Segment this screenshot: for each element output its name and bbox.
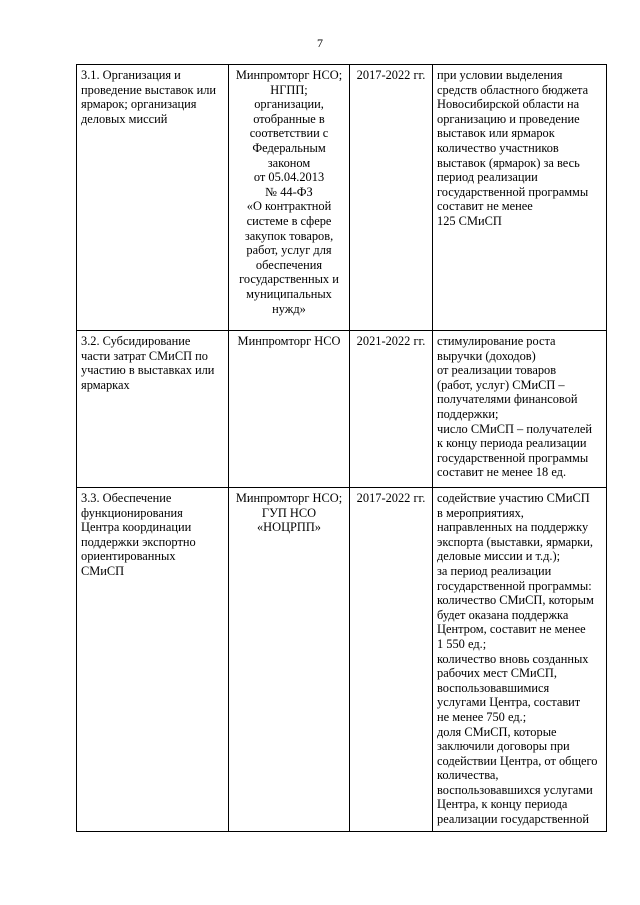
task-cell-line: ярмарок; организация: [81, 97, 197, 112]
executors-cell-line: соответствии с: [249, 126, 329, 141]
result-cell-line: выручки (доходов): [437, 348, 536, 363]
result-cell: [433, 65, 607, 331]
result-cell-line: воспользовавшихся услугами: [437, 782, 593, 797]
result-cell-line: услугами Центра, составит: [437, 695, 581, 710]
executors-cell-line: Минпромторг НСО: [237, 334, 341, 348]
task-cell-line: 3.2. Субсидирование: [81, 334, 191, 348]
term-cell: 2017-2022 гг.: [350, 488, 433, 832]
executors-cell-line: организации,: [254, 97, 324, 112]
term-cell: 2017-2022 гг.: [350, 65, 433, 331]
result-cell-line: государственной программы: [437, 184, 589, 199]
result-cell-line: количества,: [437, 768, 499, 783]
result-cell-line: период реализации: [437, 170, 538, 185]
task-cell: [77, 65, 229, 331]
task-cell-line: функционирования: [81, 505, 183, 520]
result-cell-line: будет оказана поддержка: [437, 607, 569, 622]
task-cell-line: ярмарках: [81, 377, 130, 392]
result-cell-line: за период реализации: [437, 563, 552, 578]
task-cell-line: СМиСП: [81, 563, 125, 578]
executors-cell-line: системе в сфере: [246, 213, 332, 228]
task-cell: [77, 488, 229, 832]
result-cell-line: 1 550 ед.;: [437, 636, 487, 651]
result-cell-line: заключили договоры при: [437, 739, 570, 754]
executors-cell-line: работ, услуг для: [246, 243, 332, 258]
result-cell-line: Центром, составит не менее: [437, 622, 586, 637]
result-cell-line: составит не менее 18 ед.: [437, 465, 567, 480]
task-cell-line: Центра координации: [81, 520, 192, 535]
executors-cell-line: от 05.04.2013: [253, 170, 325, 185]
result-cell-line: экспорта (выставки, ярмарки,: [437, 534, 594, 549]
executors-cell-line: нужд»: [272, 301, 306, 316]
task-cell-line: участию в выставках или: [81, 363, 215, 378]
executors-cell-line: НГПП;: [270, 82, 308, 97]
table-row: [77, 65, 607, 331]
result-cell-line: к концу периода реализации: [437, 436, 587, 451]
result-cell-line: поддержки;: [437, 406, 499, 421]
result-cell-line: деловые миссии и т.д.);: [437, 549, 561, 564]
result-cell-line: содействие участию СМиСП: [437, 491, 590, 505]
task-cell-line: 3.3. Обеспечение: [81, 491, 172, 505]
result-cell-line: количество участников: [437, 140, 559, 155]
executors-cell-line: законом: [267, 155, 311, 170]
result-cell-line: реализации государственной: [437, 812, 589, 827]
executors-cell-line: ГУП НСО: [261, 505, 317, 520]
executors-cell-line: Федеральным: [252, 140, 326, 155]
result-cell-line: содействии Центра, от общего: [437, 753, 598, 768]
executors-cell-line: № 44-ФЗ: [265, 184, 313, 199]
executors-cell-line: «О контрактной: [246, 199, 332, 214]
table-row: [77, 331, 607, 488]
executors-cell: [229, 488, 350, 832]
task-cell-line: поддержки экспортно: [81, 534, 196, 549]
executors-cell-line: Минпромторг НСО;: [235, 68, 343, 82]
executors-cell: [229, 331, 350, 488]
result-cell-line: от реализации товаров: [437, 363, 557, 378]
result-cell-line: в мероприятиях,: [437, 505, 524, 520]
table-row: [77, 488, 607, 832]
program-measures-table: [76, 64, 607, 832]
task-cell-line: деловых миссий: [81, 111, 168, 126]
result-cell-line: выставок или ярмарок: [437, 126, 555, 141]
result-cell-line: средств областного бюджета: [437, 82, 589, 97]
result-cell-line: количество вновь созданных: [437, 651, 589, 666]
task-cell-line: проведение выставок или: [81, 82, 217, 97]
result-cell-line: Новосибирской области на: [437, 97, 580, 112]
result-cell-line: выставок (ярмарок) за весь: [437, 155, 580, 170]
result-cell: [433, 331, 607, 488]
executors-cell-line: закупок товаров,: [244, 228, 334, 243]
executors-cell-line: государственных и: [239, 272, 339, 287]
result-cell-line: получателями финансовой: [437, 392, 578, 407]
executors-cell: [229, 65, 350, 331]
result-cell: [433, 488, 607, 832]
task-cell-line: ориентированных: [81, 549, 176, 564]
task-cell-line: части затрат СМиСП по: [81, 348, 208, 363]
executors-cell-line: обеспечения: [255, 257, 323, 272]
executors-cell-line: Минпромторг НСО;: [235, 491, 343, 505]
result-cell-line: количество СМиСП, которым: [437, 593, 594, 608]
result-cell-line: воспользовавшимися: [437, 680, 550, 695]
result-cell-line: государственной программы: [437, 450, 589, 465]
result-cell-line: направленных на поддержку: [437, 520, 589, 535]
page-number: 7: [317, 36, 323, 50]
result-cell-line: стимулирование роста: [437, 334, 556, 348]
result-cell-line: при условии выделения: [437, 68, 563, 82]
table-body: [77, 65, 607, 832]
task-cell: [77, 331, 229, 488]
task-cell-line: 3.1. Организация и: [81, 68, 181, 82]
result-cell-line: число СМиСП – получателей: [437, 421, 593, 436]
term-cell: 2021-2022 гг.: [350, 331, 433, 488]
result-cell-line: Центра, к концу периода: [437, 797, 568, 812]
result-cell-line: государственной программы:: [437, 578, 592, 593]
executors-cell-line: муниципальных: [246, 286, 332, 301]
result-cell-line: (работ, услуг) СМиСП –: [437, 377, 565, 392]
result-cell-line: организацию и проведение: [437, 111, 580, 126]
executors-cell-line: отобранные в: [253, 111, 325, 126]
result-cell-line: доля СМиСП, которые: [437, 724, 557, 739]
executors-cell-line: «НОЦРПП»: [256, 520, 322, 535]
result-cell-line: 125 СМиСП: [437, 213, 502, 228]
result-cell-line: рабочих мест СМиСП,: [437, 666, 557, 681]
result-cell-line: не менее 750 ед.;: [437, 709, 527, 724]
result-cell-line: составит не менее: [437, 199, 533, 214]
